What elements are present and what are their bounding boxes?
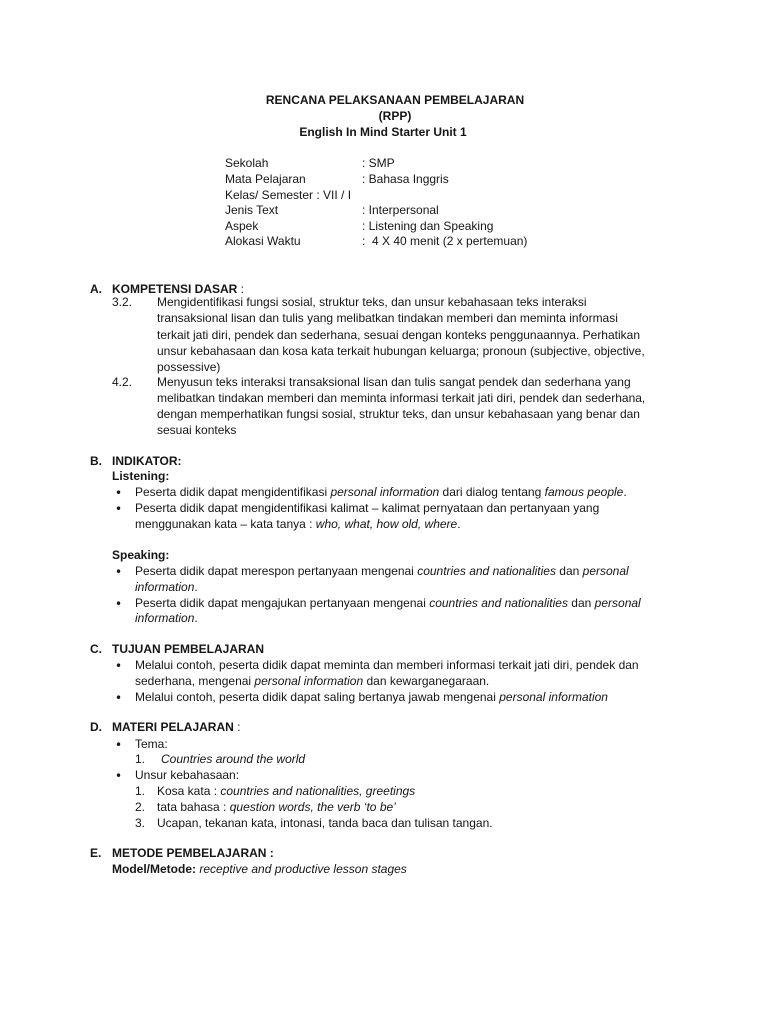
bullet-icon xyxy=(115,657,122,674)
section-e-heading: METODE PEMBELAJARAN : xyxy=(112,846,274,860)
text-segment: menggunakan kata – kata tanya : xyxy=(135,517,316,531)
section-d-heading xyxy=(112,719,240,735)
italic-segment: personal information xyxy=(254,674,364,688)
tema-item: Countries around the world xyxy=(161,752,306,766)
identity-value-sekolah: : SMP xyxy=(362,156,395,170)
indicator-line xyxy=(135,563,629,579)
identity-label-mapel: Mata Pelajaran xyxy=(225,172,306,186)
section-a-heading-text: KOMPETENSI DASAR xyxy=(112,282,238,296)
goal-line xyxy=(135,689,608,705)
unsur-item: Ucapan, tekanan kata, intonasi, tanda baca dan tulisan tangan. xyxy=(157,816,493,830)
kd-line: sesuai konteks xyxy=(157,423,237,437)
text-segment: . xyxy=(194,611,198,625)
text-segment: dari dialog tentang xyxy=(439,485,545,499)
model-label: Model/Metode: xyxy=(112,862,196,876)
identity-label-alokasi: Alokasi Waktu xyxy=(225,234,301,248)
italic-segment: countries and nationalities, greetings xyxy=(220,784,416,798)
kd-line: melibatkan tindakan memberi dan meminta informasi terkait jati diri, pendek dan sederhana, xyxy=(157,391,646,405)
section-a-heading-suffix: : xyxy=(237,282,245,296)
text-segment: Melalui contoh, peserta didik dapat saling bertanya jawab mengenai xyxy=(135,690,500,704)
identity-label-jenis: Jenis Text xyxy=(225,203,279,217)
section-d-heading-text: MATERI PELAJARAN xyxy=(112,720,234,734)
indicator-line xyxy=(135,484,627,500)
text-segment: Peserta didik dapat mengajukan pertanyaan mengenai xyxy=(135,596,430,610)
kd-line: dengan memperhatikan fungsi sosial, struktur teks, dan unsur kebahasaan yang benar dan xyxy=(157,407,640,421)
goal-line: Melalui contoh, peserta didik dapat meminta dan memberi informasi terkait jati diri, pendek dan xyxy=(135,658,639,672)
page-unit-title: English In Mind Starter Unit 1 xyxy=(299,125,467,139)
section-a-letter: A. xyxy=(90,282,102,296)
identity-kelas-semester: Kelas/ Semester : VII / I xyxy=(225,188,352,202)
identity-value-aspek: : Listening dan Speaking xyxy=(362,219,494,233)
section-e-letter: E. xyxy=(90,846,102,860)
model-value: receptive and productive lesson stages xyxy=(199,862,407,876)
italic-segment: countries and nationalities xyxy=(429,596,568,610)
list-number: 1. xyxy=(135,784,146,798)
indicator-line: Peserta didik dapat mengidentifikasi kalimat – kalimat pernyataan dan pertanyaan yang xyxy=(135,501,600,515)
bullet-icon xyxy=(115,767,122,784)
bullet-icon xyxy=(115,595,122,612)
unsur-item xyxy=(157,799,396,815)
kd-line: transaksional lisan dan tulis yang melibatkan tindakan memberi dan meminta informasi xyxy=(157,311,618,325)
text-segment: . xyxy=(623,485,627,499)
identity-value-mapel: : Bahasa Inggris xyxy=(362,172,449,186)
text-segment: . xyxy=(194,580,198,594)
unsur-label: Unsur kebahasaan: xyxy=(135,768,240,782)
identity-label-aspek: Aspek xyxy=(225,219,259,233)
italic-segment: information xyxy=(135,580,195,594)
section-c-heading: TUJUAN PEMBELAJARAN xyxy=(112,642,265,656)
text-segment: . xyxy=(457,517,461,531)
kd-line: possessive) xyxy=(157,360,221,374)
list-number: 2. xyxy=(135,800,146,814)
italic-segment: personal xyxy=(594,596,641,610)
italic-segment: personal information xyxy=(330,485,440,499)
italic-segment: question words, the verb ‘to be’ xyxy=(229,800,396,814)
kd-number: 4.2. xyxy=(112,375,133,389)
kd-line: Menyusun teks interaksi transaksional lisan dan tulis sangat pendek dan sederhana yang xyxy=(157,375,631,389)
italic-segment: information xyxy=(135,611,195,625)
identity-value-alokasi: : 4 X 40 menit (2 x pertemuan) xyxy=(362,234,528,248)
bullet-icon xyxy=(115,563,122,580)
section-b-letter: B. xyxy=(90,454,102,468)
identity-value-jenis: : Interpersonal xyxy=(362,203,439,217)
list-number: 3. xyxy=(135,816,146,830)
text-segment: dan kewarganegaraan. xyxy=(363,674,490,688)
goal-line xyxy=(135,673,489,689)
tema-label: Tema: xyxy=(135,737,168,751)
text-segment: tata bahasa : xyxy=(157,800,230,814)
model-line xyxy=(112,861,407,877)
italic-segment: famous people xyxy=(544,485,624,499)
text-segment: dan xyxy=(555,564,583,578)
identity-label-sekolah: Sekolah xyxy=(225,156,269,170)
bullet-icon xyxy=(115,484,122,501)
page-title: RENCANA PELAKSANAAN PEMBELAJARAN xyxy=(265,93,525,107)
kd-line: unsur kebahasaan dan kosa kata terkait hubungan keluarga; pronoun (subjective, objective, xyxy=(157,344,645,358)
kd-number: 3.2. xyxy=(112,295,133,309)
kd-line: Mengidentifikasi fungsi sosial, struktur teks, dan unsur kebahasaan teks interaksi xyxy=(157,295,587,309)
section-d-heading-suffix: : xyxy=(233,720,241,734)
indicator-line xyxy=(135,516,461,532)
section-c-letter: C. xyxy=(90,642,102,656)
text-segment: Peserta didik dapat merespon pertanyaan mengenai xyxy=(135,564,418,578)
bullet-icon xyxy=(115,689,122,706)
kd-line: terkait jati diri, pendek dan sederhana, sesuai dengan konteks penggunaannya. Perhatikan xyxy=(157,328,641,342)
italic-segment: personal information xyxy=(499,690,608,704)
section-d-letter: D. xyxy=(90,720,102,734)
unsur-item xyxy=(157,783,415,799)
italic-segment: countries and nationalities xyxy=(417,564,556,578)
text-segment: Kosa kata : xyxy=(157,784,221,798)
listening-label: Listening: xyxy=(112,469,170,483)
page-subtitle: (RPP) xyxy=(378,109,412,123)
indicator-line xyxy=(135,610,198,626)
bullet-icon xyxy=(115,736,122,753)
indicator-line xyxy=(135,579,198,595)
text-segment: Peserta didik dapat mengidentifikasi xyxy=(135,485,331,499)
italic-segment: personal xyxy=(582,564,629,578)
section-b-heading: INDIKATOR: xyxy=(112,454,182,468)
italic-segment: who, what, how old, where xyxy=(315,517,458,531)
indicator-line xyxy=(135,595,641,611)
text-segment: dan xyxy=(567,596,595,610)
speaking-label: Speaking: xyxy=(112,548,170,562)
text-segment: sederhana, mengenai xyxy=(135,674,255,688)
list-number: 1. xyxy=(135,752,146,766)
bullet-icon xyxy=(115,500,122,517)
